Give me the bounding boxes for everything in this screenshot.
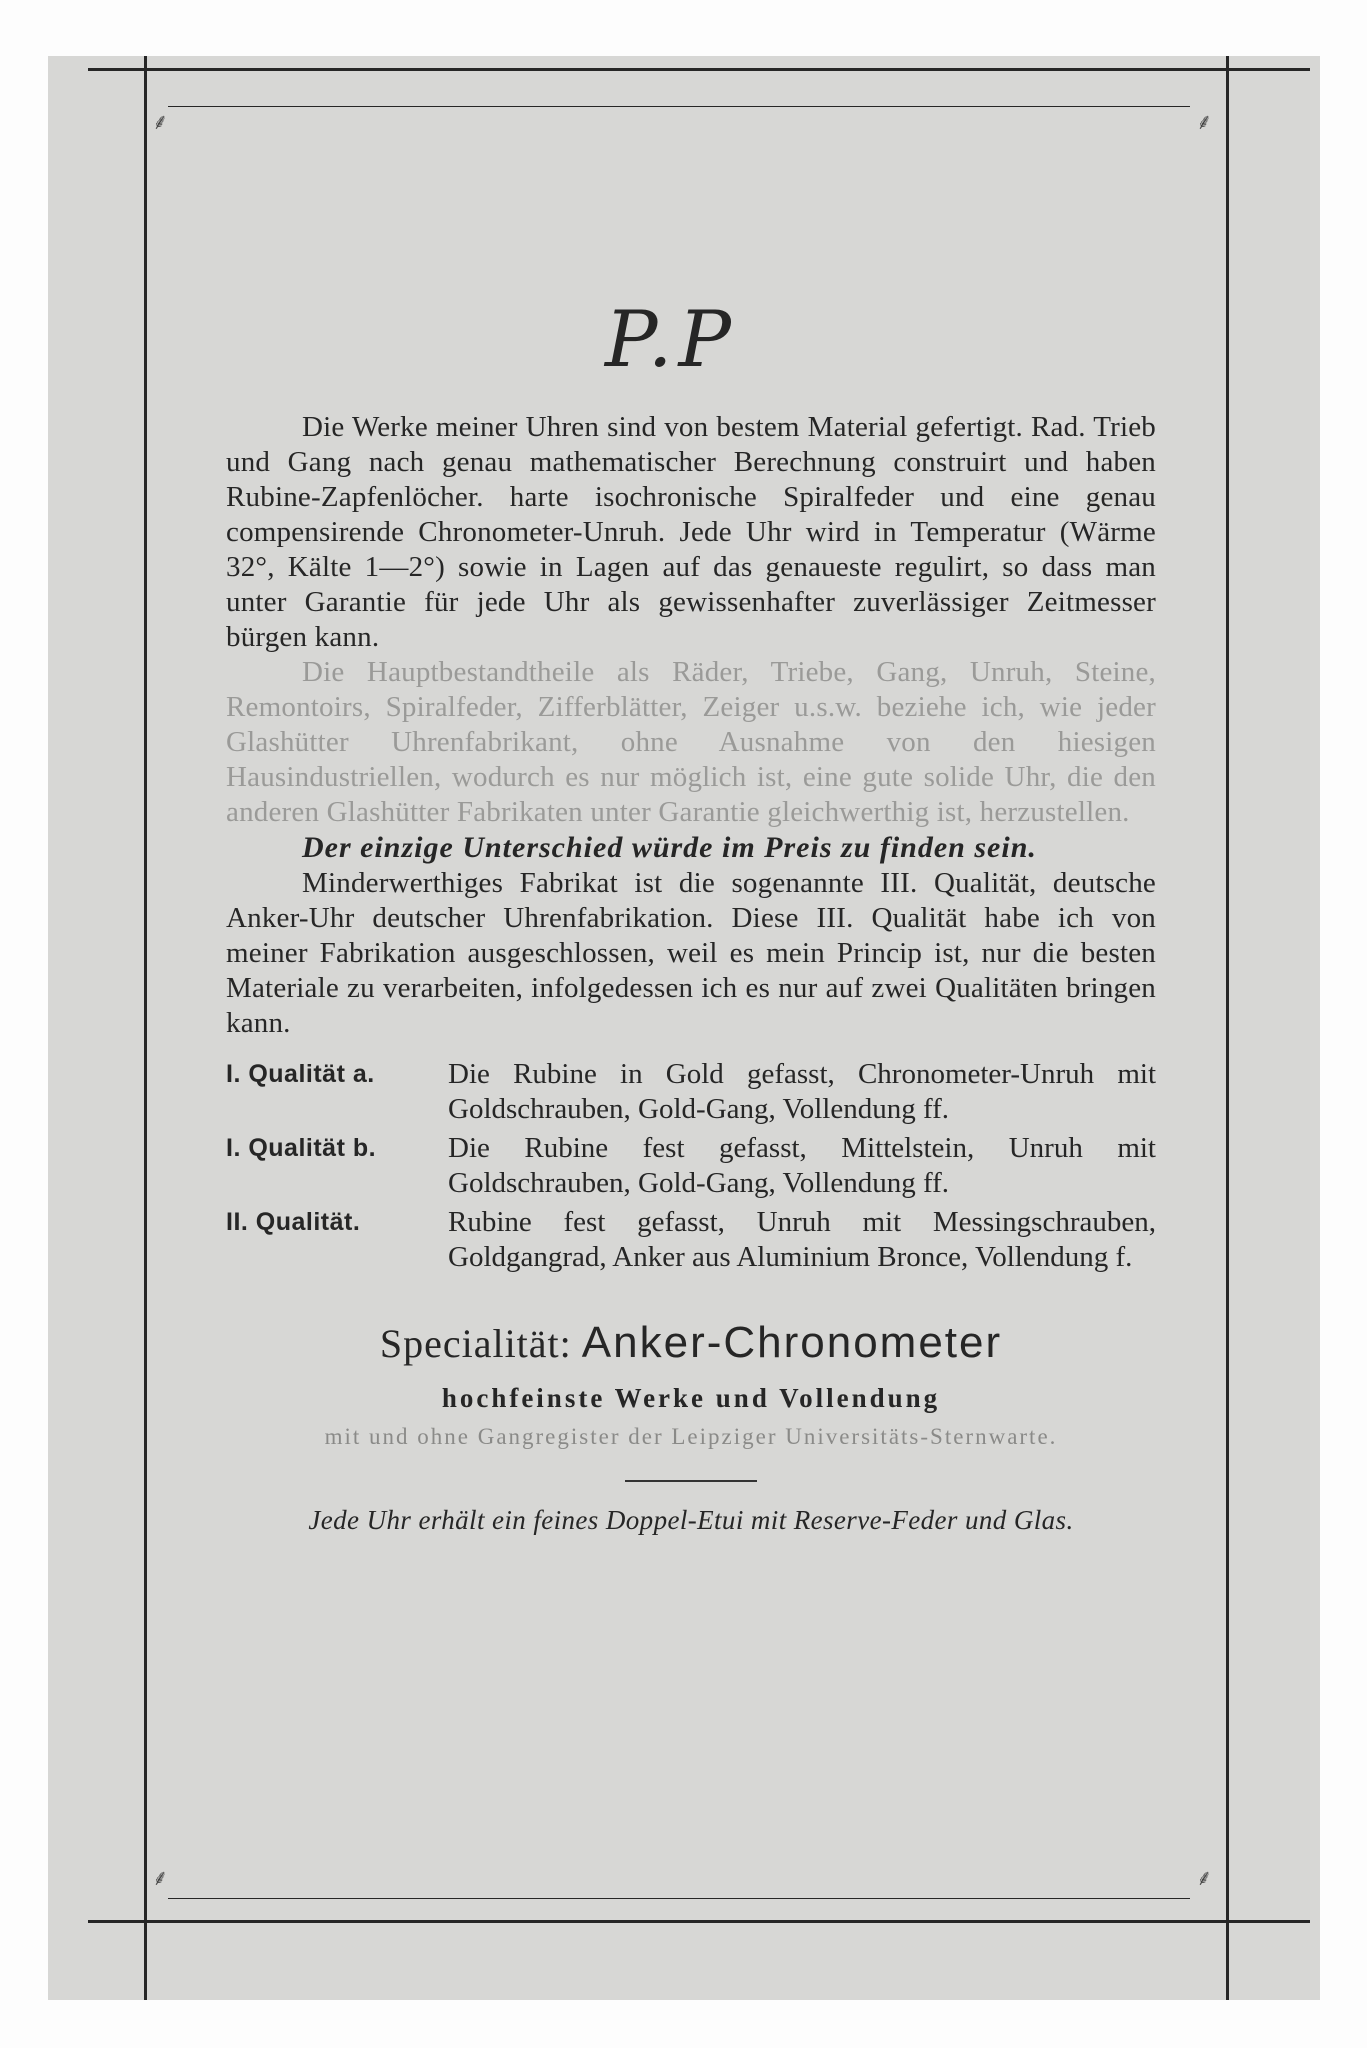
specialty-note: mit und ohne Gangregister der Leipziger Universitäts-Sternwarte.	[324, 1424, 1058, 1449]
frame-left-rule	[144, 56, 147, 2000]
inner-bottom-rule	[168, 1898, 1190, 1899]
specialty-label: Specialität:	[379, 1321, 572, 1366]
quality-row	[226, 1205, 1156, 1275]
ornament-corner-top-left: ⸙	[152, 110, 169, 135]
specialty-heading	[226, 1317, 1156, 1370]
specialty-value: Anker-Chronometer	[581, 1318, 1003, 1367]
quality-list	[226, 1057, 1156, 1275]
ornament-corner-top-right: ⸙	[1196, 110, 1213, 135]
quality-label: I. Qualität b.	[226, 1134, 377, 1162]
closing-note: Jede Uhr erhält ein feines Doppel-Etui mit Reserve-Feder und Glas.	[308, 1505, 1074, 1535]
quality-description: Die Rubine in Gold gefasst, Chronometer-Unruh mit Goldschrauben, Gold-Gang, Vollendung ff.	[448, 1058, 1156, 1125]
monogram: P.P	[605, 295, 737, 385]
quality-row	[226, 1057, 1156, 1127]
paragraph-price-difference: Der einzige Unterschied würde im Preis zu finden sein.	[302, 831, 1037, 864]
paragraph-quality-policy: Minderwerthiges Fabrikat ist die sogenannte III. Qualität, deutsche Anker-Uhr deutscher Uhrenfabrikation. Diese III. Qualität habe ich von meiner Fabrikation ausgeschlossen, weil es mein Princip ist, nur die besten Materiale zu verarbeiten, infolgedessen ich es nur auf zwei Qualitäten bringen kann.	[226, 867, 1156, 1039]
inner-top-rule	[168, 106, 1190, 107]
quality-description: Die Rubine fest gefasst, Mittelstein, Unruh mit Goldschrauben, Gold-Gang, Vollendung ff.	[448, 1132, 1156, 1199]
document-body	[226, 290, 1156, 1538]
specialty-subtitle: hochfeinste Werke und Vollendung	[441, 1383, 941, 1413]
ornament-corner-bottom-left: ⸙	[152, 1866, 169, 1891]
frame-top-rule	[88, 68, 1310, 71]
ornament-corner-bottom-right: ⸙	[1196, 1866, 1213, 1891]
quality-description: Rubine fest gefasst, Unruh mit Messingschrauben, Goldgangrad, Anker aus Aluminium Bronce, Vollendung f.	[448, 1206, 1156, 1273]
frame-right-rule	[1226, 56, 1229, 2000]
quality-label: I. Qualität a.	[226, 1060, 375, 1088]
quality-label: II. Qualität.	[226, 1208, 361, 1236]
quality-row	[226, 1131, 1156, 1201]
divider-line	[625, 1480, 757, 1482]
paragraph-components: Die Hauptbestandtheile als Räder, Triebe, Gang, Unruh, Steine, Remontoirs, Spiralfeder, Zifferblätter, Zeiger u.s.w. beziehe ich, wie jeder Glashütter Uhrenfabrikant, ohne Ausnahme von den hiesigen Hausindustriellen, wodurch es nur möglich ist, eine gute solide Uhr, die den anderen Glashütter Fabrikaten unter Garantie gleichwerthig ist, herzustellen.	[226, 656, 1156, 828]
paragraph-materials: Die Werke meiner Uhren sind von bestem Material gefertigt. Rad. Trieb und Gang nach genau mathematischer Berechnung construirt und haben Rubine-Zapfenlöcher. harte isochronische Spiralfeder und eine genau compensirende Chronometer-Unruh. Jede Uhr wird in Temperatur (Wärme 32°, Kälte 1—2°) sowie in Lagen auf das genaueste regulirt, so dass man unter Garantie für jede Uhr als gewissenhafter zuverlässiger Zeitmesser bürgen kann.	[226, 411, 1156, 653]
frame-bottom-rule	[88, 1920, 1310, 1923]
